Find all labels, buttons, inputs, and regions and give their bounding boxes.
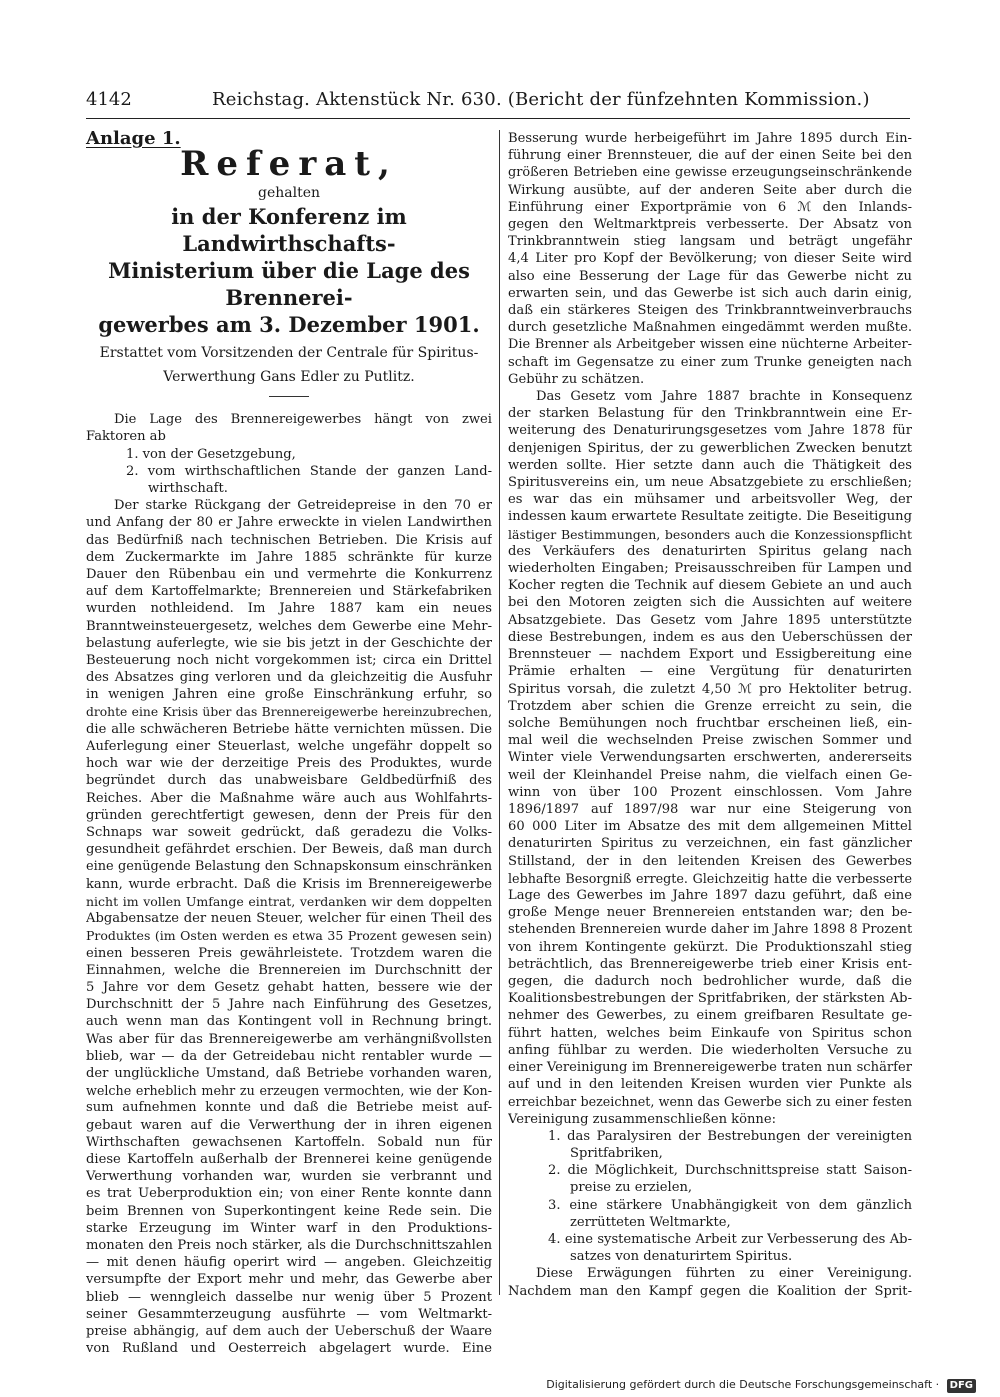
author-line: Erstattet vom Vorsitzenden der Centrale für Spiritus- xyxy=(99,345,479,362)
document-title: Referat, xyxy=(180,144,398,185)
text-line: Gebühr zu schätzen. xyxy=(508,371,645,387)
text-line: Produktes (im Osten werden es etwa 35 Prozent gewesen sein) xyxy=(86,928,492,944)
title-divider xyxy=(269,396,309,397)
text-line: schaft im Gegensatze zu einer zum Trunke geneigten nach xyxy=(508,354,912,370)
text-line: also eine Besserung der Lage für das Gewerbe nicht zu xyxy=(508,268,912,284)
text-line: Die Brenner als Arbeitgeber wissen eine nüchterne Arbeiter- xyxy=(508,337,912,353)
text-line: Nachdem man den Kampf gegen die Koalition der Sprit- xyxy=(508,1283,912,1299)
text-line: einer Vereinigung im Brennereigewerbe traten nun schärfer xyxy=(508,1059,912,1075)
text-line: 2. vom wirthschaftlichen Stande der ganzen Land- xyxy=(126,463,492,479)
title-block xyxy=(86,130,492,397)
text-line: in wenigen Jahren eine große Einschränkung erfuhr, so xyxy=(86,687,492,703)
text-line: führt hatten, welches beim Einkaufe von Spiritus schon xyxy=(508,1025,912,1041)
text-line: 2. die Möglichkeit, Durchschnittspreise statt Saison- xyxy=(548,1163,912,1179)
text-line: die alle schwächeren Betriebe hätte vernichten müssen. Die xyxy=(86,721,492,737)
text-line: begründet durch das unabweisbare Geldbedürfniß des xyxy=(86,773,492,789)
text-line: es trat Ueberproduktion ein; von einer Rente konnte dann xyxy=(86,1186,492,1202)
text-line: auf und in den leitenden Kreisen wurden vier Punkte als xyxy=(508,1077,912,1093)
text-line: Besteuerung noch nicht vorgekommen ist; circa ein Drittel xyxy=(86,653,492,669)
left-column xyxy=(86,130,492,1357)
text-line: durch gesetzliche Maßnahmen eingedämmt werden mußte. xyxy=(508,320,912,336)
text-line: Trotzdem aber schien die Grenze erreicht zu sein, die xyxy=(508,698,912,714)
text-line: es war das ein mühsamer und arbeitsvoller Weg, der xyxy=(508,492,912,508)
text-line: des Absatzes ging verloren und da gleichzeitig die Ausfuhr xyxy=(86,670,492,686)
text-line: gesundheit gefährdet erschien. Der Beweis, daß man durch xyxy=(86,842,492,858)
text-line: große Menge neuer Brennereien entstanden war; den be- xyxy=(508,905,912,921)
text-line: Durchschnitt der 5 Jahre nach Einführung des Gesetzes, xyxy=(86,997,492,1013)
text-line: solche Bemühungen noch fruchtbar erscheinen ließ, ein- xyxy=(508,715,912,731)
text-line: Absatzgebiete. Das Gesetz vom Jahre 1895 unterstützte xyxy=(508,612,912,628)
text-line: Wirkung ausübte, auf der anderen Seite aber durch die xyxy=(508,182,912,198)
text-line: denaturirten Spiritus zu verzeichnen, ein fast gänzlicher xyxy=(508,836,912,852)
text-line: Die Lage des Brennereigewerbes hängt von zwei xyxy=(114,412,492,428)
text-line: Prämie erhalten — eine Vergütung für denaturirten xyxy=(508,664,912,680)
text-line: 1896/1897 auf 1897/98 war nur eine Steigerung von xyxy=(508,801,912,817)
text-line: mal weil die wechselnden Preise zwischen Sommer und xyxy=(508,733,912,749)
text-line: drohte eine Krisis über das Brennereigewerbe hereinzubrechen, xyxy=(86,704,492,719)
document-subtitle: gehalten xyxy=(257,185,320,202)
text-line: Abgabensatze der neuen Steuer, welcher für einen Theil des xyxy=(86,911,492,927)
right-column xyxy=(508,130,912,1300)
text-line: 3. eine stärkere Unabhängigkeit von dem gänzlich xyxy=(548,1197,912,1213)
text-line: belastung auferlegte, wie sie bis jetzt in der Geschichte der xyxy=(86,635,492,651)
title-main-line: Ministerium über die Lage des Brennerei- xyxy=(108,258,470,311)
text-line: denjenigen Spiritus, der zu gewerblichen Zwecken benutzt xyxy=(508,440,912,456)
text-line: 60 000 Liter im Absatze des mit dem allgemeinen Mittel xyxy=(508,819,912,835)
text-line: auf dem Kartoffelmarkte; Brennereien und Stärkefabriken xyxy=(86,584,492,600)
text-line: 1. das Paralysiren der Bestrebungen der vereinigten xyxy=(548,1128,912,1144)
text-line: Reiches. Aber die Maßnahme wäre auch aus Wohlfahrts- xyxy=(86,790,492,806)
right-column-body xyxy=(508,130,912,1300)
text-line: 4. eine systematische Arbeit zur Verbesserung des Ab- xyxy=(548,1232,912,1247)
text-line: Faktoren ab xyxy=(86,429,166,445)
text-line: Einnahmen, welche die Brennereien im Durchschnitt der xyxy=(86,962,492,978)
text-line: von Rußland und Oesterreich abgelagert wurde. Eine xyxy=(86,1341,492,1357)
text-line: von ihrem Kontingente gekürzt. Die Produktionszahl stieg xyxy=(508,939,912,955)
text-line: erwarten sein, und das Gewerbe ist sich auch darin einig, xyxy=(508,285,912,301)
text-line: erreichbar bezeichnet, wenn das Gewerbe sich zu einer festen xyxy=(508,1094,912,1110)
text-line: preise abhängig, auf dem auch der Ueberschuß der Waare xyxy=(86,1323,492,1339)
text-line: größeren Betrieben eine gewisse erzeugungseinschränkende xyxy=(508,165,912,181)
text-line: winn von über 100 Prozent einschlossen. Vom Jahre xyxy=(508,784,912,800)
text-line: satzes von denaturirtem Spiritus. xyxy=(570,1249,793,1265)
text-line: sum aufnehmen konnte und daß die Betriebe meist auf- xyxy=(86,1100,492,1116)
column-divider xyxy=(499,130,500,1295)
page-header xyxy=(86,86,910,114)
footer-text: Digitalisierung gefördert durch die Deutsche Forschungsgemeinschaft · xyxy=(546,1378,940,1391)
appendix-label: Anlage 1. xyxy=(86,128,181,149)
text-line: Besserung wurde herbeigeführt im Jahre 1895 durch Ein- xyxy=(508,131,912,146)
text-line: der unglückliche Umstand, daß Betriebe vorhanden waren, xyxy=(86,1065,492,1081)
text-line: nicht im vollen Umfange eintrat, verdanken wir dem doppelten xyxy=(86,893,492,909)
text-line: stehenden Brennereien wurde daher im Jahre 1898 8 Prozent xyxy=(508,922,912,938)
text-line: wirthschaft. xyxy=(148,481,228,497)
text-line: der starken Belastung für den Trinkbranntwein eine Er- xyxy=(508,406,912,422)
text-line: gegen, die dadurch noch bedrohlicher wurde, daß die xyxy=(508,973,912,989)
text-line: blieb — wenngleich dasselbe nur wenig über 5 Prozent xyxy=(86,1289,492,1305)
text-line: Winter viele Verwendungsarten erschwerten, andererseits xyxy=(508,750,912,766)
text-line: gebaut waren auf die Verwerthung der in ihren eigenen xyxy=(86,1117,492,1133)
text-line: zerrütteten Weltmarkte, xyxy=(570,1214,731,1230)
text-line: versumpfte der Export mehr und mehr, das Gewerbe aber xyxy=(86,1272,492,1288)
text-line: wurden nothleidend. Im Jahre 1887 kam ein neues xyxy=(86,601,492,617)
text-line: nehmer des Gewerbes, zu einem greifbaren Resultate ge- xyxy=(508,1008,912,1024)
text-line: preise zu erzielen, xyxy=(570,1180,693,1196)
text-line: führung einer Brennsteuer, die auf der einen Seite bei den xyxy=(508,148,912,164)
text-line: Einführung einer Exportprämie von 6 ℳ den Inlands- xyxy=(508,199,912,215)
text-line: Auferlegung einer Steuerlast, welche ungefähr doppelt so xyxy=(86,739,492,755)
text-line: Dauer den Rübenbau ein und vermehrte die Konkurrenz xyxy=(86,567,492,583)
text-line: bei den Motoren zeigten sich die Aussichten auf weitere xyxy=(508,595,912,611)
text-line: wiederholten Eingaben; Preisausschreiben für Lampen und xyxy=(508,561,912,577)
text-line: beim Brennen von Superkontingent keine Rede sein. Die xyxy=(86,1203,492,1219)
text-line: seiner Gesammterzeugung ausführte — vom Weltmarkt- xyxy=(86,1306,492,1322)
text-line: weil der Kleinhandel Preise nahm, die vielfach einen Ge- xyxy=(508,767,912,783)
text-line: Der starke Rückgang der Getreidepreise in den 70 er xyxy=(114,498,492,514)
text-line: Stillstand, der in den leitenden Kreisen des Gewerbes xyxy=(508,853,912,869)
text-line: weiterung des Denaturirungsgesetzes vom Jahre 1878 für xyxy=(508,423,912,439)
title-main-line: in der Konferenz im Landwirthschafts- xyxy=(171,204,407,257)
text-line: werden sollte. Hier setzte dann auch die Thätigkeit des xyxy=(508,457,912,473)
text-line: das Bedürfniß nach technischen Betrieben. Die Krisis auf xyxy=(86,532,492,548)
text-line: 1. von der Gesetzgebung, xyxy=(126,446,296,462)
text-line: Brennsteuer — nachdem Export und Essigbereitung eine xyxy=(508,647,912,663)
text-line: Lage des Gewerbes im Jahre 1897 dazu geführt, daß eine xyxy=(508,887,912,903)
text-line: indessen kaum erwartete Resultate zeitigte. Die Beseitigung xyxy=(508,509,912,525)
text-line: einen besseren Preis gewährleistete. Trotzdem waren die xyxy=(86,945,492,961)
text-line: Was aber für das Brennereigewerbe am verhängnißvollsten xyxy=(86,1031,492,1047)
text-line: welche erheblich mehr zu erzeugen vermochten, wie der Kon- xyxy=(86,1083,492,1099)
text-line: Spritfabriken, xyxy=(570,1145,663,1161)
text-line: Diese Erwägungen führten zu einer Vereinigung. xyxy=(536,1266,912,1282)
text-line: anfing fühlbar zu werden. Die wiederholten Versuche zu xyxy=(508,1042,912,1058)
author-line: Verwerthung Gans Edler zu Putlitz. xyxy=(163,369,415,386)
text-line: starke Erzeugung im Winter warf in den Produktions- xyxy=(86,1220,492,1236)
text-line: Branntweinsteuergesetz, welches dem Gewerbe eine Mehr- xyxy=(86,618,492,634)
text-line: daß ein stärkeres Steigen des Trinkbranntweinverbrauchs xyxy=(508,303,912,319)
page-number: 4142 xyxy=(86,89,132,110)
text-line: Kocher regten die Technik auf diesem Gebiete an und auch xyxy=(508,578,912,594)
text-line: diese Bestrebungen, indem es aus den Ueberschüssen der xyxy=(508,629,912,645)
text-line: gründen gerechtfertigt gewesen, denn der Preis für den xyxy=(86,807,492,823)
text-line: Das Gesetz vom Jahre 1887 brachte in Konsequenz xyxy=(536,389,912,405)
header-rule xyxy=(86,118,910,119)
left-column-body xyxy=(86,411,492,1357)
text-line: des Verkäufers des denaturirten Spiritus gelang nach xyxy=(508,543,912,559)
text-line: diese Kartoffeln außerhalb der Brennerei keine genügende xyxy=(86,1151,492,1167)
text-line: Schnaps war soweit gedrückt, daß geradezu die Volks- xyxy=(86,825,492,841)
running-title: Reichstag. Aktenstück Nr. 630. (Bericht der fünfzehnten Kommission.) xyxy=(212,89,870,110)
text-line: blieb, war — da der Getreidebau nicht rentabler wurde — xyxy=(86,1048,492,1064)
text-line: Wirthschaften gewachsenen Kartoffeln. Sobald nun für xyxy=(86,1134,492,1150)
text-line: lebhafte Besorgniß erregte. Gleichzeitig hatte die verbesserte xyxy=(508,870,912,886)
text-line: lästiger Bestimmungen, besonders auch die Konzessionspflicht xyxy=(508,526,912,542)
text-line: dem Zuckermarkte im Jahre 1885 schränkte für kurze xyxy=(86,549,492,565)
text-line: 5 Jahre vor dem Gesetz gehabt hatten, bessere wie der xyxy=(86,979,492,995)
dfg-logo: DFG xyxy=(947,1379,976,1393)
digitization-footer xyxy=(546,1378,976,1393)
text-line: kann, wurde erbracht. Daß die Krisis im Brennereigewerbe xyxy=(86,876,492,892)
text-line: Koalitionsbestrebungen der Spritfabriken, der stärksten Ab- xyxy=(508,991,912,1007)
text-line: — mit denen häufig operirt wird — angeben. Gleichzeitig xyxy=(86,1255,492,1271)
text-line: 4,4 Liter pro Kopf der Bevölkerung; von dieser Seite wird xyxy=(508,251,912,267)
text-line: Spiritus vorsah, die zuletzt 4,50 ℳ pro Hektoliter betrug. xyxy=(508,681,912,697)
text-line: eine genügende Belastung den Schnapskonsum einschränken xyxy=(86,859,492,875)
text-line: beträchtlich, das Brennereigewerbe trieb einer Krisis ent- xyxy=(508,956,912,972)
text-line: hoch war wie der derzeitige Preis des Produktes, wurde xyxy=(86,756,492,772)
text-line: Trinkbranntwein stieg langsam und beträgt ungefähr xyxy=(508,234,912,250)
text-line: monaten den Preis noch stärker, als die Durchschnittszahlen xyxy=(86,1237,492,1253)
text-line: Verwerthung vorhanden war, wurden sie verbrannt und xyxy=(86,1169,492,1185)
text-line: gegen den Weltmarktpreis verbesserte. Der Absatz von xyxy=(508,217,912,233)
text-line: Spiritusvereins ein, um neue Absatzgebiete zu erschließen; xyxy=(508,475,912,491)
text-line: Vereinigung zusammenschließen könne: xyxy=(508,1111,777,1127)
title-main-line: gewerbes am 3. Dezember 1901. xyxy=(98,312,480,338)
text-line: und Anfang der 80 er Jahre erweckte in vielen Landwirthen xyxy=(86,515,492,531)
text-line: auch wenn man das Kontingent voll in Rechnung bringt. xyxy=(86,1014,492,1030)
